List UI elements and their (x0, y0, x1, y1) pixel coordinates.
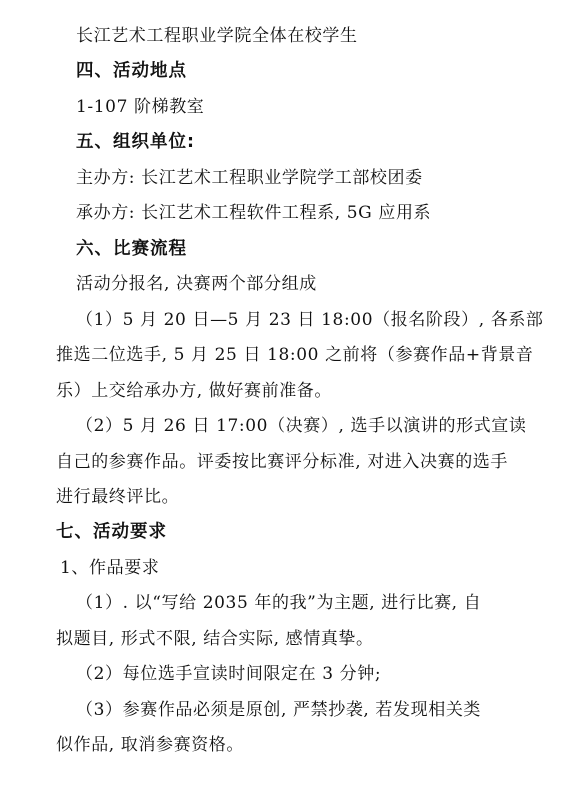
host-text: 主办方: 长江艺术工程职业学院学工部校团委 (76, 168, 423, 188)
requirement1-line1: （1）. 以“写给 2035 年的我”为主题, 进行比赛, 自 (76, 593, 482, 613)
section-heading-requirements: 七、活动要求 (56, 522, 167, 542)
process-step2-line3: 进行最终评比。 (56, 487, 180, 507)
requirement3-line2: 似作品, 取消参赛资格。 (56, 735, 245, 755)
requirements-subheading: 1、作品要求 (60, 558, 160, 578)
section-heading-organizers: 五、组织单位: (76, 132, 195, 152)
process-step1-line1: （1）5 月 20 日—5 月 23 日 18:00（报名阶段）, 各系部 (76, 310, 544, 330)
process-step2-line1: （2）5 月 26 日 17:00（决赛）, 选手以演讲的形式宣读 (76, 416, 527, 436)
section-heading-location: 四、活动地点 (76, 61, 187, 81)
requirement3-line1: （3）参赛作品必须是原创, 严禁抄袭, 若发现相关类 (76, 700, 482, 720)
process-intro-text: 活动分报名, 决赛两个部分组成 (76, 274, 317, 294)
requirement2-text: （2）每位选手宣读时间限定在 3 分钟; (76, 664, 382, 684)
section-heading-process: 六、比赛流程 (76, 239, 187, 259)
participants-text: 长江艺术工程职业学院全体在校学生 (76, 26, 358, 46)
process-step1-line3: 乐）上交给承办方, 做好赛前准备。 (56, 381, 333, 401)
process-step2-line2: 自己的参赛作品。评委按比赛评分标准, 对进入决赛的选手 (56, 452, 509, 472)
process-step1-line2: 推选二位选手, 5 月 25 日 18:00 之前将（参赛作品+背景音 (56, 345, 534, 365)
requirement1-line2: 拟题目, 形式不限, 结合实际, 感情真挚。 (56, 629, 374, 649)
co-host-text: 承办方: 长江艺术工程软件工程系, 5G 应用系 (76, 203, 432, 223)
location-text: 1-107 阶梯教室 (76, 97, 205, 117)
